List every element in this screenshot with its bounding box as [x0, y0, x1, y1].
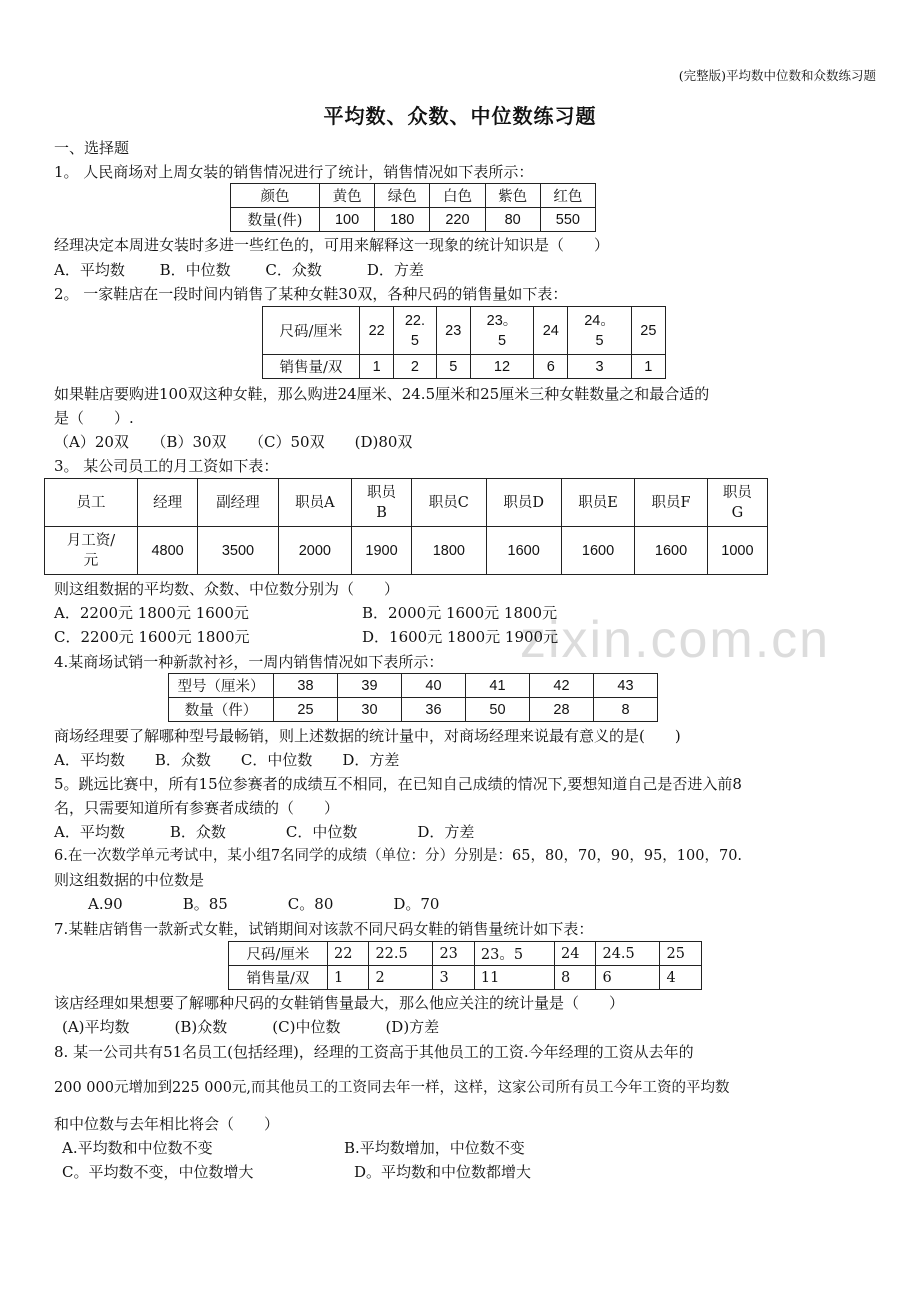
- q2-size-cell: [631, 307, 665, 355]
- q3-value-cell: 1600: [561, 527, 634, 575]
- q1-stem: 1。 人民商场对上周女装的销售情况进行了统计，销售情况如下表所示：: [54, 163, 534, 181]
- q3-row-label-text: 元: [83, 552, 99, 569]
- q2-sales-cell: 5: [436, 355, 470, 379]
- q3-head-text: 职员D: [503, 494, 544, 511]
- q2-size-text: 25: [640, 322, 657, 339]
- q2-size-label: 尺码/厘米: [263, 307, 360, 355]
- q7-text: 该店经理如果想要了解哪种尺码的女鞋销售量最大，那么他应关注的统计量是（ ）: [54, 994, 625, 1012]
- q3-head-text: 经理: [153, 494, 183, 511]
- q8-text-3: 和中位数与去年相比将会（ ）: [54, 1115, 280, 1133]
- q4-cell: 8: [594, 698, 658, 722]
- q3-head-text: B: [376, 504, 387, 521]
- q4-text: 商场经理要了解哪种型号最畅销，则上述数据的统计量中，对商场经理来说最有意义的是( ): [54, 727, 681, 745]
- q3-option-c: C．2200元 1600元 1800元: [54, 628, 250, 646]
- q7-cell: 2: [369, 966, 433, 990]
- q3-head-cell: [351, 479, 411, 527]
- q1-cell: 绿色: [375, 184, 430, 208]
- q4-cell: 30: [338, 698, 402, 722]
- q3-value-cell: 1600: [635, 527, 707, 575]
- q5-text-2: 名，只需要知道所有参赛者成绩的（ ）: [54, 799, 340, 817]
- q3-row-label: [45, 527, 138, 575]
- q3-head-text: 职员: [367, 484, 397, 501]
- q4-cell: 数量（件）: [169, 698, 274, 722]
- q4-cell: 型号（厘米）: [169, 674, 274, 698]
- q3-head-cell: [45, 479, 138, 527]
- q5-text-1: 5。跳远比赛中，所有15位参赛者的成绩互不相同，在已知自己成绩的情况下,要想知道自己是否进入前8: [54, 775, 742, 793]
- q4-cell: 43: [594, 674, 658, 698]
- q2-size-text: 22: [368, 322, 385, 339]
- q7-table: [228, 941, 702, 990]
- q7-cell: 8: [555, 966, 596, 990]
- q7-cell: 4: [660, 966, 702, 990]
- q3-stem: 3。 某公司员工的月工资如下表：: [54, 457, 279, 475]
- q2-sales-cell: 3: [568, 355, 631, 379]
- q3-head-cell: [561, 479, 634, 527]
- q8-text-2: 200 000元增加到225 000元,而其他员工的工资同去年一样，这样，这家公司所有员工今年工资的平均数: [54, 1080, 730, 1096]
- q4-cell: 38: [274, 674, 338, 698]
- q3-row-label-text: 月工资/: [66, 532, 116, 549]
- q8-text-1: 8. 某一公司共有51名员工(包括经理)，经理的工资高于其他员工的工资.今年经理的工资从去年的: [54, 1043, 694, 1061]
- q8-option-b: B.平均数增加，中位数不变: [344, 1139, 525, 1157]
- q3-head-cell: [278, 479, 351, 527]
- q3-value-cell: 3500: [198, 527, 279, 575]
- q6-options: A.90 B。85 C。80 D。70: [88, 895, 440, 913]
- q2-size-cell: [436, 307, 470, 355]
- q3-option-d: D．1600元 1800元 1900元: [362, 628, 559, 646]
- q7-cell: 1: [328, 966, 369, 990]
- q2-text-2: 是（ ）.: [54, 409, 134, 427]
- q2-size-text: 22.: [404, 312, 426, 329]
- q3-head-text: G: [731, 504, 744, 521]
- q2-text-1: 如果鞋店要购进100双这种女鞋，那么购进24厘米、24.5厘米和25厘米三种女鞋数量之和最合适的: [54, 385, 710, 403]
- q1-table: [230, 183, 596, 232]
- q2-size-text: 24。: [584, 312, 615, 329]
- q1-options: A．平均数 B．中位数 C．众数 D．方差: [54, 261, 424, 279]
- q4-cell: 40: [402, 674, 466, 698]
- q5-options: A．平均数 B．众数 C．中位数 D．方差: [54, 823, 475, 841]
- q4-cell: 41: [466, 674, 530, 698]
- q1-cell: 550: [540, 208, 595, 232]
- q2-sales-label: 销售量/双: [263, 355, 360, 379]
- q8-option-c: C。平均数不变，中位数增大: [62, 1163, 254, 1181]
- q8-option-a: A.平均数和中位数不变: [62, 1139, 213, 1157]
- q3-value-cell: 1000: [707, 527, 767, 575]
- q3-head-cell: [707, 479, 767, 527]
- q3-head-cell: [486, 479, 561, 527]
- section-heading: 一、选择题: [54, 139, 130, 157]
- q3-head-text: 职员A: [295, 494, 335, 511]
- q2-size-cell: [470, 307, 533, 355]
- q7-cell: 销售量/双: [229, 966, 328, 990]
- q7-cell: 25: [660, 942, 702, 966]
- q2-table: [262, 306, 666, 379]
- q3-head-cell: [635, 479, 707, 527]
- q1-cell: 红色: [540, 184, 595, 208]
- q4-table: [168, 673, 658, 722]
- q2-options: （A）20双 （B）30双 （C）50双 (D)80双: [54, 433, 413, 451]
- q2-size-cell: [534, 307, 568, 355]
- q2-stem: 2。 一家鞋店在一段时间内销售了某种女鞋30双，各种尺码的销售量如下表：: [54, 285, 568, 303]
- q4-cell: 28: [530, 698, 594, 722]
- q6-text-1: 6.在一次数学单元考试中，某小组7名同学的成绩（单位：分）分别是：65，80，70，90，95，100，70.: [54, 848, 743, 864]
- q7-cell: 22.5: [369, 942, 433, 966]
- q1-cell: 数量(件): [231, 208, 320, 232]
- q3-value-cell: 2000: [278, 527, 351, 575]
- q1-cell: 颜色: [231, 184, 320, 208]
- q1-cell: 白色: [430, 184, 485, 208]
- q2-size-cell: [394, 307, 436, 355]
- q4-cell: 50: [466, 698, 530, 722]
- q3-head-text: 职员F: [651, 494, 691, 511]
- q2-size-text: 23: [445, 322, 462, 339]
- q1-text: 经理决定本周进女装时多进一些红色的，可用来解释这一现象的统计知识是（ ）: [54, 236, 610, 254]
- q4-cell: 25: [274, 698, 338, 722]
- q1-cell: 紫色: [485, 184, 540, 208]
- q2-size-text: 5: [595, 332, 604, 349]
- q4-options: A．平均数 B．众数 C．中位数 D．方差: [54, 751, 400, 769]
- q7-cell: 24.5: [596, 942, 660, 966]
- q7-cell: 3: [433, 966, 474, 990]
- q7-cell: 24: [555, 942, 596, 966]
- q4-cell: 39: [338, 674, 402, 698]
- q7-cell: 23。5: [474, 942, 554, 966]
- q3-head-text: 职员C: [428, 494, 469, 511]
- q2-sales-cell: 12: [470, 355, 533, 379]
- q3-head-text: 职员: [722, 484, 752, 501]
- q1-cell: 80: [485, 208, 540, 232]
- q1-cell: 180: [375, 208, 430, 232]
- q2-size-cell: [568, 307, 631, 355]
- q1-cell: 100: [320, 208, 375, 232]
- q7-cell: 23: [433, 942, 474, 966]
- q8-option-d: D。平均数和中位数都增大: [354, 1163, 532, 1181]
- q3-option-b: B．2000元 1600元 1800元: [362, 604, 558, 622]
- q7-options: (A)平均数 (B)众数 (C)中位数 (D)方差: [62, 1018, 440, 1036]
- page-title: 平均数、众数、中位数练习题: [323, 104, 597, 128]
- q2-sales-cell: 1: [631, 355, 665, 379]
- q3-value-cell: 1600: [486, 527, 561, 575]
- q7-cell: 6: [596, 966, 660, 990]
- q3-head-text: 职员E: [578, 494, 618, 511]
- q3-head-text: 员工: [76, 494, 106, 511]
- running-header: (完整版)平均数中位数和众数练习题: [678, 68, 876, 83]
- q3-value-cell: 1800: [412, 527, 486, 575]
- q4-cell: 36: [402, 698, 466, 722]
- q3-head-cell: [198, 479, 279, 527]
- q2-size-cell: [360, 307, 394, 355]
- q7-cell: 22: [328, 942, 369, 966]
- q3-table: [44, 478, 768, 575]
- q7-cell: 11: [474, 966, 554, 990]
- q7-stem: 7.某鞋店销售一款新式女鞋，试销期间对该款不同尺码女鞋的销售量统计如下表：: [54, 920, 594, 938]
- q2-size-text: 24: [542, 322, 559, 339]
- q2-size-text: 5: [497, 332, 507, 349]
- q2-size-text: 5: [410, 332, 419, 349]
- q1-cell: 黄色: [320, 184, 375, 208]
- q2-size-text: 23。: [486, 312, 518, 329]
- q4-cell: 42: [530, 674, 594, 698]
- q2-sales-cell: 1: [360, 355, 394, 379]
- q3-head-cell: [138, 479, 198, 527]
- q3-text: 则这组数据的平均数、众数、中位数分别为（ ）: [54, 580, 400, 598]
- q3-value-cell: 1900: [351, 527, 411, 575]
- q2-sales-cell: 2: [394, 355, 436, 379]
- q4-stem: 4.某商场试销一种新款衬衫，一周内销售情况如下表所示：: [54, 653, 444, 671]
- q1-cell: 220: [430, 208, 485, 232]
- q3-option-a: A．2200元 1800元 1600元: [54, 604, 249, 622]
- q6-text-2: 则这组数据的中位数是: [54, 871, 205, 889]
- q3-value-cell: 4800: [138, 527, 198, 575]
- q2-sales-cell: 6: [534, 355, 568, 379]
- watermark: zixin.com.cn: [520, 611, 831, 669]
- q7-cell: 尺码/厘米: [229, 942, 328, 966]
- q3-head-cell: [412, 479, 486, 527]
- q3-head-text: 副经理: [216, 494, 260, 511]
